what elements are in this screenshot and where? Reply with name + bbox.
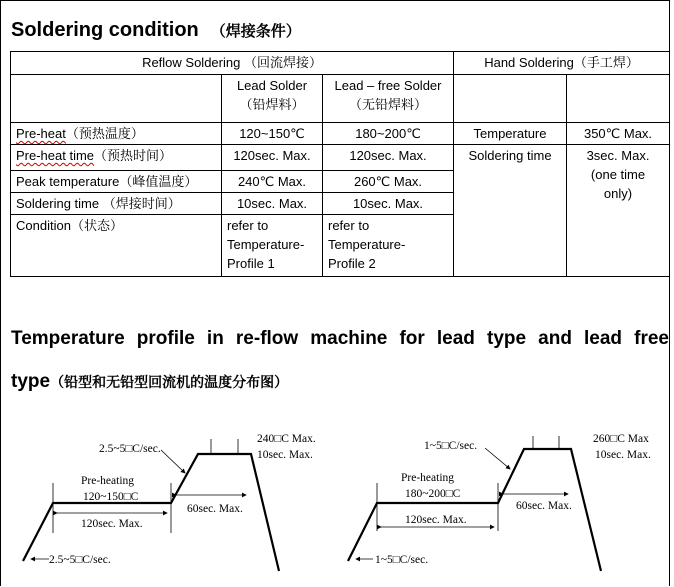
temperature-profile-2 [348, 433, 651, 571]
profile-2-preheat-time: 120sec. Max. [405, 514, 467, 526]
profile-2-peak-temp: 260□C Max [593, 433, 649, 445]
empty-cell [454, 75, 567, 123]
hand-soldering-header: Hand Soldering（手工焊） [454, 52, 670, 75]
profile-2-preheat-label: Pre-heating [401, 472, 455, 484]
profile-2-ramp-top: 1~5□C/sec. [424, 440, 478, 452]
profile-1-ramp-bottom: 2.5~5□C/sec. [49, 554, 111, 566]
profile-1-ramp-leader [161, 450, 185, 473]
profile-1-reflow-time: 60sec. Max. [187, 503, 243, 515]
profile-2-reflow-time: 60sec. Max. [516, 500, 572, 512]
profile-2-preheat-range: 180~200□C [405, 488, 461, 500]
profile-2-peak-time: 10sec. Max. [595, 449, 651, 461]
profile-1-preheat-time: 120sec. Max. [81, 518, 143, 530]
profile-2-ramp-leader [485, 448, 510, 469]
table-cell: 180~200℃ [323, 123, 454, 145]
table-cell: refer to Temperature- Profile 2 [323, 215, 454, 277]
lead-free-solder-header: Lead – free Solder （无铅焊料） [323, 75, 454, 123]
profile-1-preheat-label: Pre-heating [81, 475, 135, 487]
table-row-label: Pre-heat time（预热时间） [11, 145, 222, 171]
lead-solder-header: Lead Solder （铅焊料） [222, 75, 323, 123]
table-cell: 120~150℃ [222, 123, 323, 145]
table-cell: 10sec. Max. [222, 193, 323, 215]
profile-1-peak-temp: 240□C Max. [257, 433, 316, 445]
soldering-condition-heading-cn: （焊接条件） [210, 22, 301, 40]
profile-1-ramp-top: 2.5~5□C/sec. [99, 443, 161, 455]
table-row-label: Condition（状态） [11, 215, 222, 277]
hand-time-label: Soldering time [454, 145, 567, 277]
temperature-profile-heading-line2: type（铅型和无铅型回流机的温度分布图） [11, 371, 289, 392]
table-row-label: Pre-heat（预热温度） [11, 123, 222, 145]
empty-cell [567, 75, 670, 123]
profile-1-peak-time: 10sec. Max. [257, 449, 313, 461]
hand-temperature-value: 350℃ Max. [567, 123, 670, 145]
empty-cell [11, 75, 222, 123]
table-cell: 10sec. Max. [323, 193, 454, 215]
table-row-label: Peak temperature（峰值温度） [11, 171, 222, 193]
hand-time-value: 3sec. Max. (one time only) [567, 145, 670, 277]
table-row-label: Soldering time （焊接时间） [11, 193, 222, 215]
table-cell: 240℃ Max. [222, 171, 323, 193]
table-cell: 120sec. Max. [323, 145, 454, 171]
soldering-condition-table [10, 51, 670, 277]
temperature-profile-diagrams [1, 421, 671, 587]
temperature-profile-heading: Temperature profile in re-flow machine for lead type and lead free [11, 328, 669, 349]
profile-2-ramp-bottom: 1~5□C/sec. [375, 554, 429, 566]
table-cell: refer to Temperature- Profile 1 [222, 215, 323, 277]
reflow-soldering-header: Reflow Soldering （回流焊接） [11, 52, 454, 75]
soldering-condition-heading: Soldering condition （焊接条件） [11, 19, 301, 41]
profile-1-preheat-range: 120~150□C [83, 491, 139, 503]
table-cell: 260℃ Max. [323, 171, 454, 193]
temperature-profile-1 [23, 433, 316, 571]
table-cell: 120sec. Max. [222, 145, 323, 171]
hand-temperature-label: Temperature [454, 123, 567, 145]
